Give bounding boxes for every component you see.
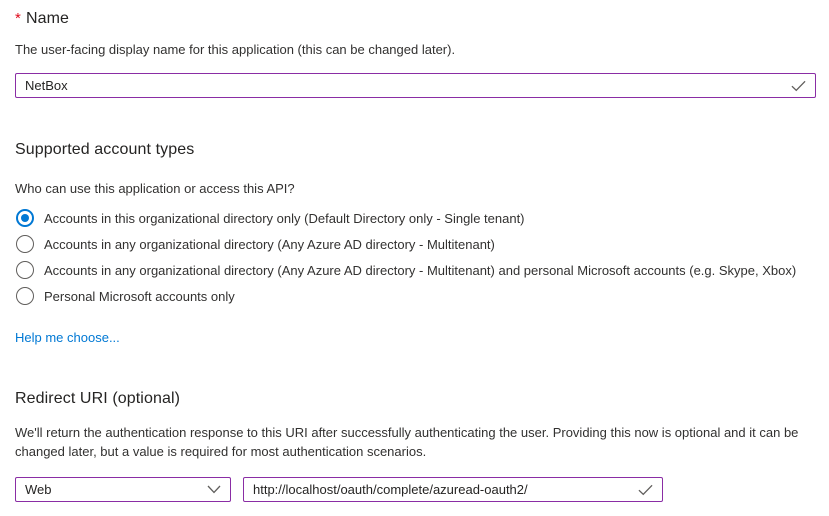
- radio-option-label: Accounts in any organizational directory (Any Azure AD directory - Multitenant) and personal Microsoft accounts (e.g. Skype, Xbox): [44, 262, 797, 278]
- radio-option-multitenant[interactable]: [15, 231, 816, 257]
- name-input[interactable]: [15, 73, 816, 98]
- radio-selected-icon[interactable]: [16, 209, 34, 227]
- name-input-wrap: [15, 73, 816, 98]
- account-types-radio-group: [15, 205, 816, 309]
- redirect-uri-description: We'll return the authentication response to this URI after successfully authenticating the user. Providing this now is optional and it can be changed later, but a value is required for most authentication scenarios.: [15, 425, 799, 459]
- account-types-title: Supported account types: [15, 141, 195, 158]
- uri-input-wrap: [243, 477, 663, 502]
- radio-option-label: Accounts in any organizational directory (Any Azure AD directory - Multitenant): [44, 236, 495, 252]
- radio-option-multitenant-personal[interactable]: [15, 257, 816, 283]
- help-me-choose-link[interactable]: Help me choose...: [15, 330, 120, 345]
- radio-dot: [21, 214, 29, 222]
- radio-option-single-tenant[interactable]: [15, 205, 816, 231]
- radio-option-label: Accounts in this organizational directory only (Default Directory only - Single tenant): [44, 210, 525, 226]
- redirect-uri-controls: [15, 477, 816, 502]
- account-types-section: [15, 141, 816, 347]
- name-section-title-text: Name: [25, 10, 70, 27]
- radio-unselected-icon[interactable]: [16, 261, 34, 279]
- name-description: The user-facing display name for this application (this can be changed later).: [15, 42, 456, 57]
- radio-unselected-icon[interactable]: [16, 235, 34, 253]
- radio-option-personal-only[interactable]: [15, 283, 816, 309]
- name-section-title: [15, 10, 816, 28]
- redirect-uri-input[interactable]: [243, 477, 663, 502]
- account-types-question: Who can use this application or access this API?: [15, 181, 295, 196]
- platform-select[interactable]: [15, 477, 231, 502]
- platform-select-value: Web: [25, 482, 52, 497]
- radio-option-label: Personal Microsoft accounts only: [44, 288, 235, 304]
- radio-unselected-icon[interactable]: [16, 287, 34, 305]
- required-marker: *: [15, 10, 21, 27]
- chevron-down-icon: [207, 485, 221, 494]
- redirect-uri-title: Redirect URI (optional): [15, 390, 181, 407]
- redirect-uri-section: [15, 390, 816, 502]
